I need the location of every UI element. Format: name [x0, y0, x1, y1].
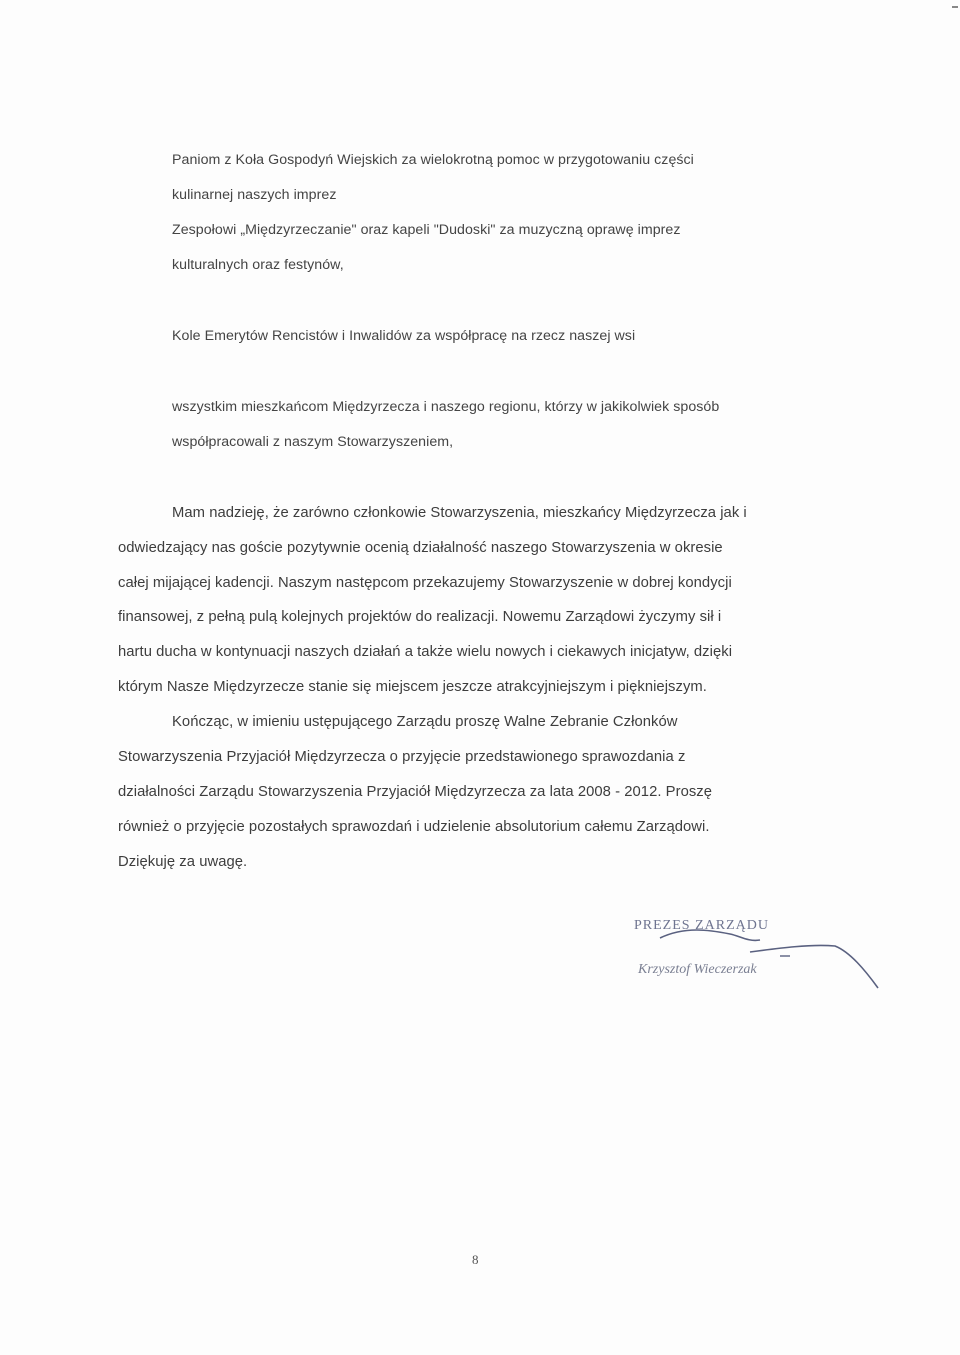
text-line: wszystkim mieszkańcom Międzyrzecza i naszego regionu, którzy w jakikolwiek sposób — [172, 399, 720, 415]
text-line: działalności Zarządu Stowarzyszenia Przyjaciół Międzyrzecza za lata 2008 - 2012. Proszę — [118, 784, 713, 800]
handwritten-signature-icon — [630, 912, 890, 1002]
text-line: Paniom z Koła Gospodyń Wiejskich za wielokrotną pomoc w przygotowaniu części — [172, 152, 694, 168]
text-line: kulinarnej naszych imprez — [172, 187, 337, 203]
text-line: Dziękuję za uwagę. — [118, 854, 248, 870]
text-line: odwiedzający nas goście pozytywnie ocenią działalność naszego Stowarzyszenia w okresie — [118, 540, 723, 556]
signature-stamp — [630, 912, 890, 1002]
text-line: Stowarzyszenia Przyjaciół Międzyrzecza o przyjęcie przedstawionego sprawozdania z — [118, 749, 686, 765]
scan-edge-mark — [952, 6, 958, 8]
page-number: 8 — [472, 1252, 479, 1267]
text-line: Zespołowi „Międzyrzeczanie" oraz kapeli "Dudoski" za muzyczną oprawę imprez — [172, 222, 681, 238]
text-line: kulturalnych oraz festynów, — [172, 257, 344, 273]
text-line: finansowej, z pełną pulą kolejnych projektów do realizacji. Nowemu Zarządowi życzymy sił i — [118, 609, 722, 625]
text-line: hartu ducha w kontynuacji naszych działań a także wielu nowych i ciekawych inicjatyw, dzięki — [118, 644, 733, 660]
text-line: całej mijającej kadencji. Naszym następcom przekazujemy Stowarzyszenie w dobrej kondycji — [118, 575, 732, 591]
text-line: również o przyjęcie pozostałych sprawozdań i udzielenie absolutorium całemu Zarządowi. — [118, 819, 710, 835]
text-line: Kończąc, w imieniu ustępującego Zarządu proszę Walne Zebranie Członków — [172, 714, 678, 730]
text-line: którym Nasze Międzyrzecze stanie się miejscem jeszcze atrakcyjniejszym i piękniejszym. — [118, 679, 707, 695]
text-line: Kole Emerytów Rencistów i Inwalidów za współpracę na rzecz naszej wsi — [172, 328, 636, 344]
stamp-title: PREZES ZARZĄDU — [634, 918, 769, 933]
text-line: Mam nadzieję, że zarówno członkowie Stowarzyszenia, mieszkańcy Międzyrzecza jak i — [172, 505, 747, 521]
stamp-name: Krzysztof Wieczerzak — [638, 962, 757, 977]
text-line: współpracowali z naszym Stowarzyszeniem, — [172, 434, 454, 450]
